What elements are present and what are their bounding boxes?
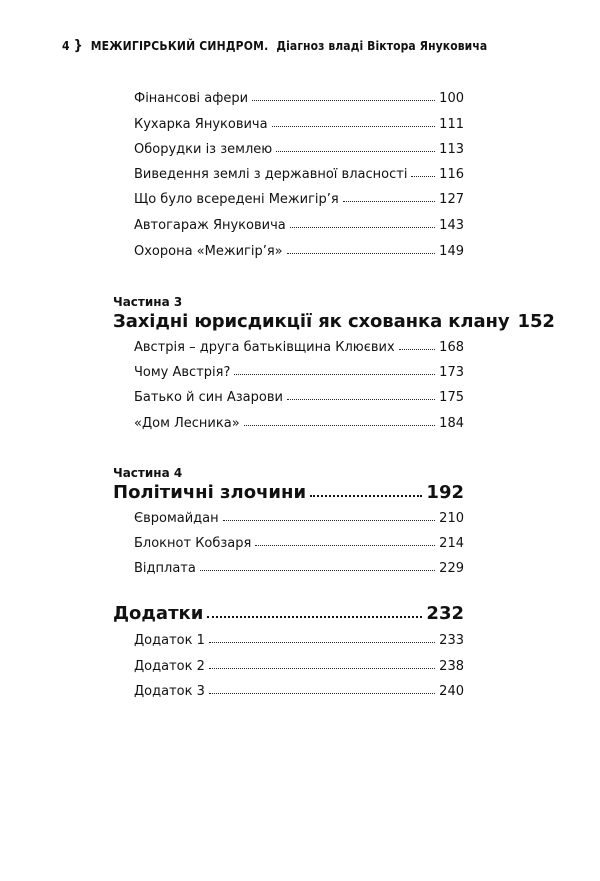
toc-entry[interactable]	[134, 365, 464, 381]
toc-leader-dots	[399, 349, 436, 350]
toc-entry-page: 210	[439, 511, 464, 526]
toc-entry-label: Фінансові афери	[134, 91, 249, 106]
toc-entry-page: 175	[439, 390, 464, 405]
toc-entry[interactable]	[134, 218, 464, 234]
toc-entry[interactable]	[134, 416, 464, 432]
toc-entry-label: Автогараж Януковича	[134, 218, 286, 233]
toc-entry-label: Відплата	[134, 561, 196, 576]
toc-leader-dots	[287, 253, 436, 254]
toc-entry-page: 143	[439, 218, 464, 233]
toc-leader-dots	[200, 570, 435, 571]
toc-leader-dots	[209, 693, 435, 694]
toc-entry-label: Охорона «Межигір’я»	[134, 244, 283, 259]
toc-entry[interactable]	[134, 244, 464, 260]
toc-entry-page: 100	[439, 91, 464, 106]
toc-entry-label: Чому Австрія?	[134, 365, 231, 380]
toc-leader-dots	[411, 176, 435, 177]
toc-entry[interactable]	[134, 142, 464, 158]
toc-entry-label: Оборудки із землею	[134, 142, 273, 157]
toc-entry-label: Кухарка Януковича	[134, 117, 268, 132]
part-4-title-entry[interactable]	[113, 482, 464, 504]
toc-entry[interactable]	[134, 659, 464, 675]
toc-entry-label: Австрія – друга батьківщина Клюєвих	[134, 340, 395, 355]
toc-entry-label: Виведення землі з державної власності	[134, 167, 408, 182]
toc-entry[interactable]	[134, 633, 464, 649]
part-4-label: Частина 4	[113, 466, 183, 480]
toc-entry[interactable]	[134, 684, 464, 700]
toc-entry[interactable]	[134, 390, 464, 406]
toc-leader-dots	[255, 545, 435, 546]
toc-entry-page: 214	[439, 536, 464, 551]
toc-leader-dots	[234, 374, 435, 375]
toc-entry[interactable]	[134, 167, 464, 183]
toc-entry-page: 173	[439, 365, 464, 380]
part-title: Західні юрисдикції як схованка клану	[113, 311, 510, 332]
toc-leader-dots	[310, 495, 422, 497]
toc-leader-dots	[209, 668, 435, 669]
toc-entry[interactable]	[134, 561, 464, 577]
part-page: 152	[517, 311, 555, 332]
toc-entry-page: 184	[439, 416, 464, 431]
toc-leader-dots	[207, 616, 422, 618]
toc-entry-page: 238	[439, 659, 464, 674]
toc-entry[interactable]	[134, 117, 464, 133]
toc-entry-label: Батько й син Азарови	[134, 390, 283, 405]
appendices-title-entry[interactable]	[113, 603, 464, 625]
toc-leader-dots	[252, 100, 435, 101]
toc-leader-dots	[272, 126, 436, 127]
toc-entry-page: 240	[439, 684, 464, 699]
toc-entry-page: 168	[439, 340, 464, 355]
toc-entry-label: Євромайдан	[134, 511, 219, 526]
toc-leader-dots	[343, 201, 435, 202]
toc-entry-page: 233	[439, 633, 464, 648]
toc-leader-dots	[276, 151, 435, 152]
toc-entry-label: Додаток 2	[134, 659, 205, 674]
toc-leader-dots	[244, 425, 436, 426]
toc-leader-dots	[290, 227, 435, 228]
toc-entry-label: Додаток 1	[134, 633, 205, 648]
toc-entry-page: 127	[439, 192, 464, 207]
book-subtitle: Діагноз владі Віктора Януковича	[276, 39, 488, 53]
book-title: МЕЖИГІРСЬКИЙ СИНДРОМ.	[90, 39, 269, 53]
running-header	[62, 38, 562, 54]
toc-entry[interactable]	[134, 91, 464, 107]
toc-entry-page: 116	[439, 167, 464, 182]
toc-entry-label: Додаток 3	[134, 684, 205, 699]
toc-leader-dots	[287, 399, 435, 400]
toc-entry[interactable]	[134, 192, 464, 208]
toc-entry-page: 149	[439, 244, 464, 259]
toc-entry-page: 113	[439, 142, 464, 157]
part-page: 192	[426, 482, 464, 503]
toc-entry-page: 229	[439, 561, 464, 576]
toc-entry-label: Блокнот Кобзаря	[134, 536, 252, 551]
appendices-page: 232	[426, 603, 464, 624]
header-brace: }	[73, 38, 83, 54]
toc-entry[interactable]	[134, 340, 464, 356]
toc-leader-dots	[209, 642, 435, 643]
part-title: Політичні злочини	[113, 482, 307, 503]
toc-entry[interactable]	[134, 536, 464, 552]
part-3-label: Частина 3	[113, 295, 183, 309]
toc-entry-label: «Дом Лесника»	[134, 416, 240, 431]
toc-entry-label: Що було всередені Межигір’я	[134, 192, 339, 207]
toc-leader-dots	[223, 520, 436, 521]
part-3-title-entry[interactable]	[113, 311, 555, 333]
toc-entry[interactable]	[134, 511, 464, 527]
page-number: 4	[62, 39, 70, 53]
appendices-title: Додатки	[113, 603, 204, 624]
toc-entry-page: 111	[439, 117, 464, 132]
